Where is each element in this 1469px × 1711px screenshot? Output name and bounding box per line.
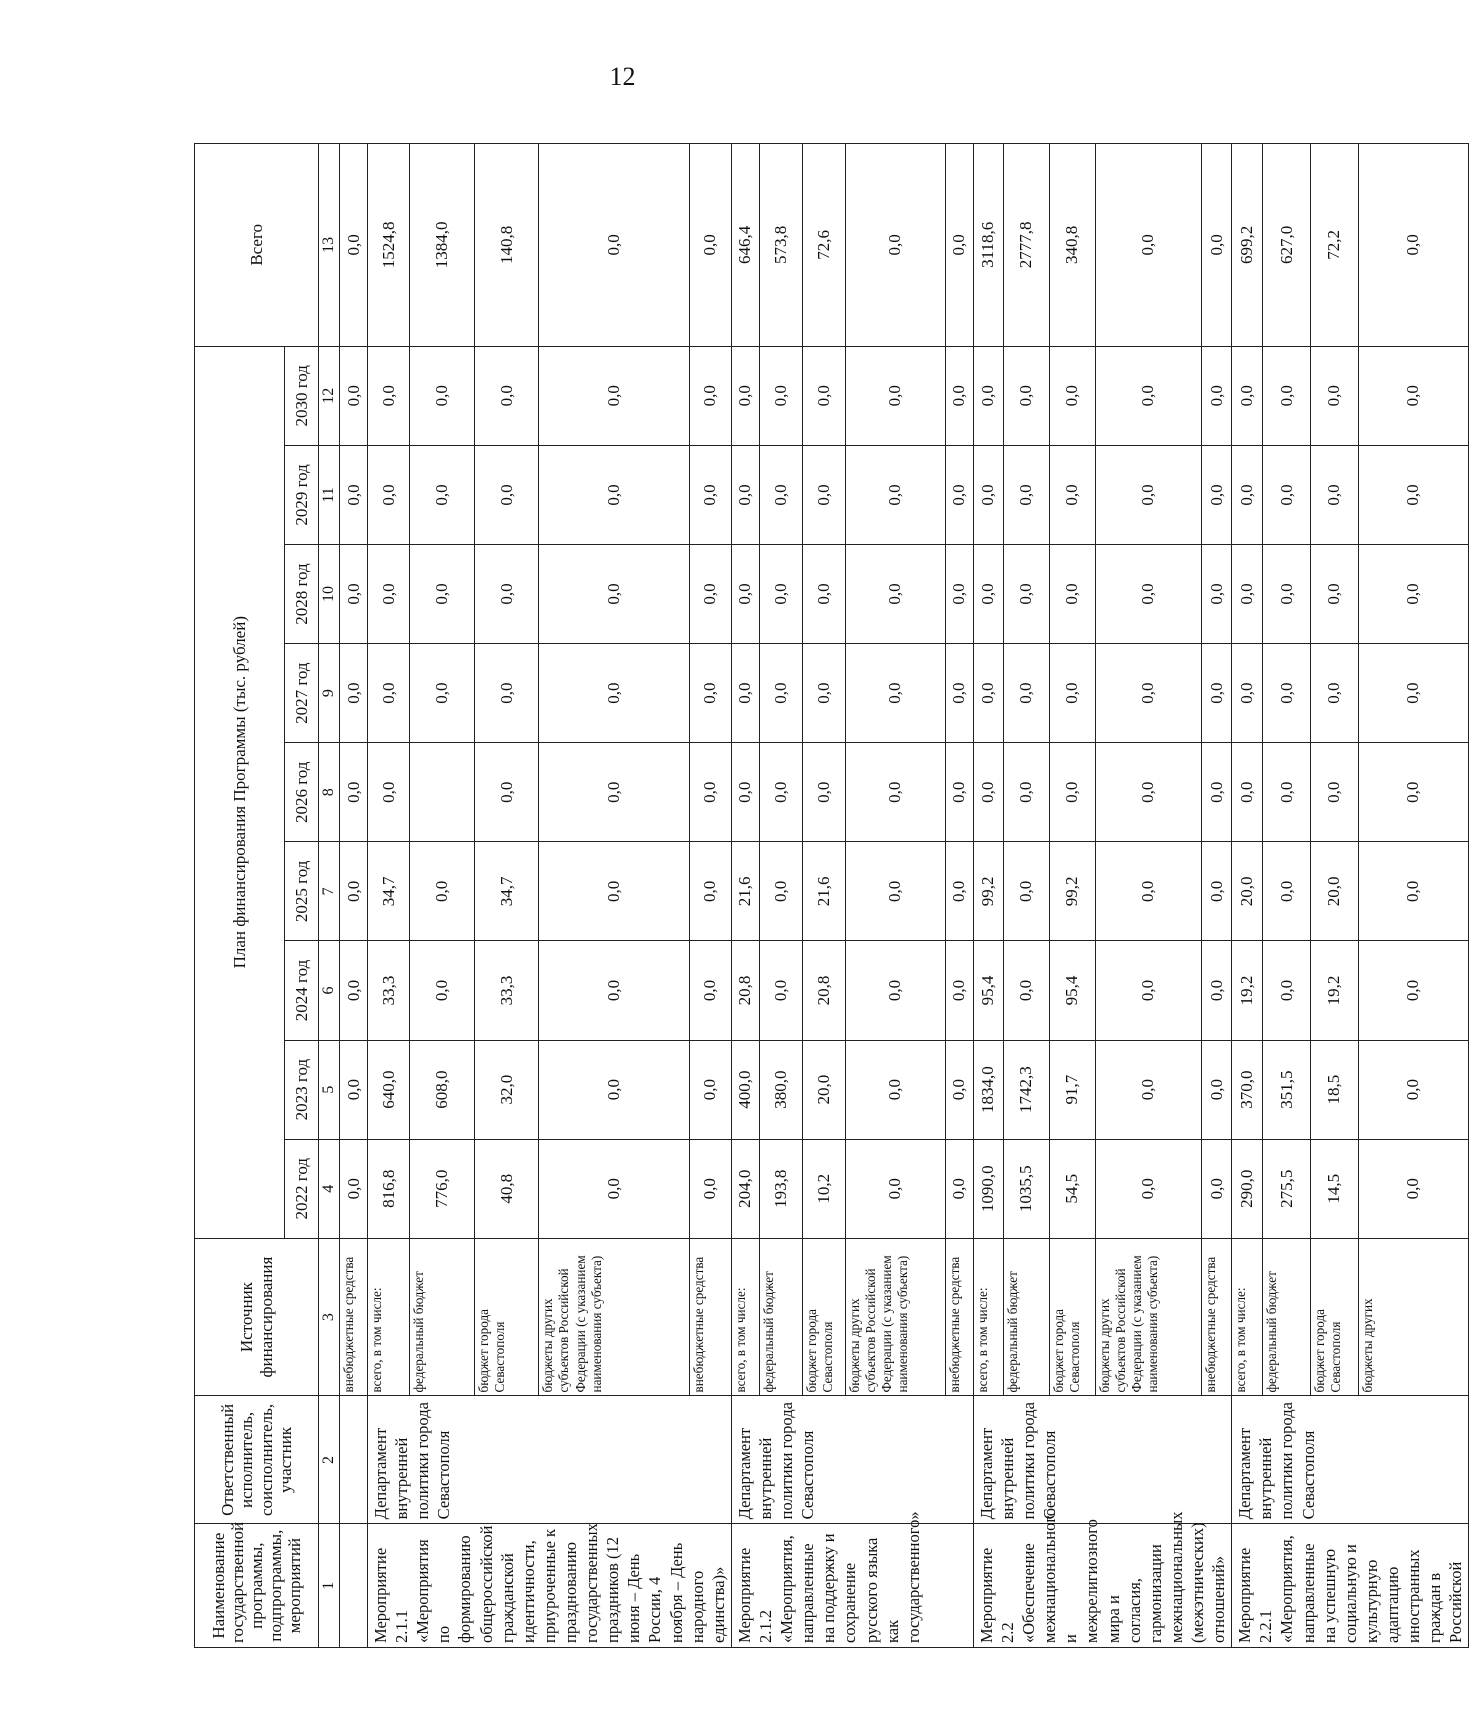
value-cell: 0,0 bbox=[1202, 144, 1232, 347]
value-cell: 0,0 bbox=[1202, 1139, 1232, 1238]
value-cell: 34,7 bbox=[474, 842, 539, 941]
value-cell: 0,0 bbox=[802, 346, 845, 445]
value-cell: 0,0 bbox=[1202, 346, 1232, 445]
column-number: 5 bbox=[319, 1040, 340, 1139]
value-cell: 99,2 bbox=[973, 842, 1003, 941]
value-cell: 99,2 bbox=[1049, 842, 1095, 941]
value-cell: 0,0 bbox=[1095, 544, 1202, 643]
value-cell: 0,0 bbox=[1232, 644, 1263, 743]
value-cell: 0,0 bbox=[945, 1139, 973, 1238]
value-cell: 0,0 bbox=[1003, 544, 1049, 643]
value-cell: 0,0 bbox=[1358, 1040, 1469, 1139]
value-cell: 0,0 bbox=[1095, 1139, 1202, 1238]
value-cell: 0,0 bbox=[1202, 644, 1232, 743]
value-cell: 1035,5 bbox=[1003, 1139, 1049, 1238]
value-cell: 340,8 bbox=[1049, 144, 1095, 347]
column-number: 12 bbox=[319, 346, 340, 445]
value-cell: 72,6 bbox=[802, 144, 845, 347]
value-cell: 0,0 bbox=[340, 346, 368, 445]
value-cell: 0,0 bbox=[539, 743, 689, 842]
value-cell: 0,0 bbox=[1358, 644, 1469, 743]
value-cell: 0,0 bbox=[802, 644, 845, 743]
value-cell: 0,0 bbox=[759, 346, 802, 445]
value-cell: 0,0 bbox=[539, 1139, 689, 1238]
value-cell: 0,0 bbox=[1202, 544, 1232, 643]
value-cell: 0,0 bbox=[945, 743, 973, 842]
measure-name: Мероприятие 2.1.1 «Мероприятия по формированию общероссийской гражданской идентичности, приуроченные к празднованию государственных праздников (12 июня – День России, 4 ноября – День народного единства)» bbox=[368, 1524, 732, 1648]
column-number: 1 bbox=[319, 1524, 340, 1648]
value-cell: 0,0 bbox=[340, 644, 368, 743]
value-cell: 18,5 bbox=[1310, 1040, 1358, 1139]
table-row bbox=[1232, 144, 1263, 1648]
value-cell: 0,0 bbox=[474, 445, 539, 544]
header-plan: План финансирования Программы (тыс. рублей) bbox=[195, 346, 285, 1238]
value-cell: 0,0 bbox=[689, 144, 731, 347]
responsible-executor: Департамент внутренней политики города Севастополя bbox=[1232, 1396, 1469, 1524]
header-name: Наименование государственной программы, подпрограммы, мероприятий bbox=[195, 1524, 319, 1648]
value-cell: 3118,6 bbox=[973, 144, 1003, 347]
source-cell: федеральный бюджет bbox=[759, 1238, 802, 1396]
header-year: 2022 год bbox=[285, 1139, 319, 1238]
value-cell: 0,0 bbox=[973, 743, 1003, 842]
value-cell: 640,0 bbox=[368, 1040, 410, 1139]
value-cell: 0,0 bbox=[1202, 941, 1232, 1040]
value-cell: 0,0 bbox=[845, 941, 945, 1040]
value-cell: 0,0 bbox=[1358, 941, 1469, 1040]
column-number: 10 bbox=[319, 544, 340, 643]
value-cell: 0,0 bbox=[539, 1040, 689, 1139]
value-cell: 0,0 bbox=[945, 842, 973, 941]
value-cell: 0,0 bbox=[1202, 842, 1232, 941]
value-cell: 0,0 bbox=[1003, 941, 1049, 1040]
source-cell: бюджет города Севастополя bbox=[1049, 1238, 1095, 1396]
value-cell: 0,0 bbox=[731, 544, 759, 643]
value-cell: 2777,8 bbox=[1003, 144, 1049, 347]
value-cell: 0,0 bbox=[689, 1139, 731, 1238]
source-cell: внебюджетные средства bbox=[1202, 1238, 1232, 1396]
value-cell: 0,0 bbox=[759, 842, 802, 941]
value-cell: 0,0 bbox=[945, 644, 973, 743]
source-cell: всего, в том числе: bbox=[368, 1238, 410, 1396]
value-cell: 0,0 bbox=[1232, 346, 1263, 445]
value-cell: 0,0 bbox=[731, 346, 759, 445]
value-cell: 0,0 bbox=[1358, 445, 1469, 544]
value-cell: 0,0 bbox=[1003, 346, 1049, 445]
value-cell: 0,0 bbox=[1095, 842, 1202, 941]
value-cell: 20,0 bbox=[1232, 842, 1263, 941]
table-body bbox=[319, 144, 1469, 1648]
value-cell: 0,0 bbox=[845, 445, 945, 544]
table-row bbox=[973, 144, 1003, 1648]
value-cell: 0,0 bbox=[845, 544, 945, 643]
empty-cell bbox=[340, 1524, 368, 1648]
value-cell: 20,0 bbox=[802, 1040, 845, 1139]
value-cell: 0,0 bbox=[1263, 445, 1311, 544]
value-cell: 0,0 bbox=[368, 644, 410, 743]
value-cell: 0,0 bbox=[1358, 1139, 1469, 1238]
value-cell: 0,0 bbox=[539, 644, 689, 743]
value-cell: 72,2 bbox=[1310, 144, 1358, 347]
value-cell: 20,8 bbox=[802, 941, 845, 1040]
value-cell: 0,0 bbox=[845, 743, 945, 842]
value-cell: 21,6 bbox=[802, 842, 845, 941]
value-cell: 95,4 bbox=[973, 941, 1003, 1040]
value-cell: 0,0 bbox=[945, 941, 973, 1040]
value-cell: 0,0 bbox=[973, 644, 1003, 743]
value-cell: 0,0 bbox=[410, 842, 475, 941]
source-cell: всего, в том числе: bbox=[973, 1238, 1003, 1396]
header-year: 2028 год bbox=[285, 544, 319, 643]
header-year: 2026 год bbox=[285, 743, 319, 842]
value-cell: 0,0 bbox=[1263, 743, 1311, 842]
value-cell: 0,0 bbox=[1310, 743, 1358, 842]
value-cell: 204,0 bbox=[731, 1139, 759, 1238]
value-cell: 0,0 bbox=[1263, 544, 1311, 643]
value-cell: 0,0 bbox=[945, 1040, 973, 1139]
value-cell: 0,0 bbox=[340, 842, 368, 941]
value-cell: 0,0 bbox=[845, 346, 945, 445]
column-number-row bbox=[319, 144, 340, 1648]
value-cell: 0,0 bbox=[759, 644, 802, 743]
value-cell: 21,6 bbox=[731, 842, 759, 941]
value-cell: 0,0 bbox=[845, 644, 945, 743]
value-cell: 0,0 bbox=[845, 842, 945, 941]
source-cell: бюджеты других субъектов Российской Федерации (с указанием наименования субъекта) bbox=[1095, 1238, 1202, 1396]
value-cell: 0,0 bbox=[689, 445, 731, 544]
value-cell: 0,0 bbox=[539, 544, 689, 643]
value-cell: 193,8 bbox=[759, 1139, 802, 1238]
value-cell: 0,0 bbox=[410, 445, 475, 544]
value-cell: 1524,8 bbox=[368, 144, 410, 347]
value-cell: 0,0 bbox=[1263, 644, 1311, 743]
measure-name: Мероприятие 2.2.1 «Мероприятия, направленные на успешную социальную и культурную адаптацию иностранных граждан в Российской bbox=[1232, 1524, 1469, 1648]
value-cell: 0,0 bbox=[945, 346, 973, 445]
value-cell: 0,0 bbox=[1049, 544, 1095, 643]
source-cell: бюджеты других субъектов Российской Федерации (с указанием наименования субъекта) bbox=[539, 1238, 689, 1396]
value-cell: 0,0 bbox=[340, 1139, 368, 1238]
value-cell: 33,3 bbox=[474, 941, 539, 1040]
value-cell bbox=[410, 743, 475, 842]
value-cell: 0,0 bbox=[802, 445, 845, 544]
value-cell: 1090,0 bbox=[973, 1139, 1003, 1238]
column-number: 8 bbox=[319, 743, 340, 842]
value-cell: 0,0 bbox=[474, 743, 539, 842]
value-cell: 0,0 bbox=[1358, 144, 1469, 347]
header-year: 2030 год bbox=[285, 346, 319, 445]
table-row bbox=[368, 144, 410, 1648]
value-cell: 0,0 bbox=[1310, 346, 1358, 445]
value-cell: 0,0 bbox=[1095, 445, 1202, 544]
value-cell: 0,0 bbox=[340, 144, 368, 347]
source-cell: внебюджетные средства bbox=[689, 1238, 731, 1396]
value-cell: 0,0 bbox=[845, 1040, 945, 1139]
column-number: 13 bbox=[319, 144, 340, 347]
value-cell: 0,0 bbox=[340, 743, 368, 842]
value-cell: 0,0 bbox=[1049, 346, 1095, 445]
value-cell: 0,0 bbox=[474, 544, 539, 643]
value-cell: 0,0 bbox=[1095, 1040, 1202, 1139]
value-cell: 0,0 bbox=[539, 842, 689, 941]
value-cell: 0,0 bbox=[731, 644, 759, 743]
value-cell: 0,0 bbox=[1095, 941, 1202, 1040]
responsible-executor: Департамент внутренней политики города Севастополя bbox=[731, 1396, 973, 1524]
value-cell: 0,0 bbox=[845, 144, 945, 347]
value-cell: 0,0 bbox=[340, 941, 368, 1040]
value-cell: 0,0 bbox=[689, 346, 731, 445]
value-cell: 400,0 bbox=[731, 1040, 759, 1139]
value-cell: 0,0 bbox=[1310, 544, 1358, 643]
source-cell: бюджет города Севастополя bbox=[1310, 1238, 1358, 1396]
value-cell: 40,8 bbox=[474, 1139, 539, 1238]
value-cell: 20,8 bbox=[731, 941, 759, 1040]
header-year: 2027 год bbox=[285, 644, 319, 743]
value-cell: 0,0 bbox=[845, 1139, 945, 1238]
value-cell: 0,0 bbox=[1263, 941, 1311, 1040]
value-cell: 0,0 bbox=[689, 644, 731, 743]
value-cell: 646,4 bbox=[731, 144, 759, 347]
value-cell: 351,5 bbox=[1263, 1040, 1311, 1139]
value-cell: 0,0 bbox=[368, 445, 410, 544]
value-cell: 1742,3 bbox=[1003, 1040, 1049, 1139]
rotated-table-wrapper bbox=[194, 143, 1466, 1648]
value-cell: 91,7 bbox=[1049, 1040, 1095, 1139]
value-cell: 0,0 bbox=[731, 743, 759, 842]
source-cell: федеральный бюджет bbox=[1003, 1238, 1049, 1396]
value-cell: 0,0 bbox=[689, 544, 731, 643]
page-number: 12 bbox=[609, 62, 636, 91]
value-cell: 0,0 bbox=[689, 842, 731, 941]
value-cell: 33,3 bbox=[368, 941, 410, 1040]
column-number: 9 bbox=[319, 644, 340, 743]
value-cell: 816,8 bbox=[368, 1139, 410, 1238]
value-cell: 0,0 bbox=[1095, 144, 1202, 347]
value-cell: 0,0 bbox=[1202, 743, 1232, 842]
value-cell: 0,0 bbox=[1095, 743, 1202, 842]
header-source: Источник финансирования bbox=[195, 1238, 319, 1396]
source-cell: бюджеты других субъектов Российской Федерации (с указанием наименования субъекта) bbox=[845, 1238, 945, 1396]
header-responsible: Ответственный исполнитель, соисполнитель, участник bbox=[195, 1396, 319, 1524]
value-cell: 0,0 bbox=[1003, 842, 1049, 941]
value-cell: 0,0 bbox=[759, 445, 802, 544]
value-cell: 0,0 bbox=[973, 445, 1003, 544]
value-cell: 608,0 bbox=[410, 1040, 475, 1139]
header-total: Всего bbox=[195, 144, 319, 347]
value-cell: 0,0 bbox=[973, 346, 1003, 445]
empty-cell bbox=[340, 1396, 368, 1524]
value-cell: 0,0 bbox=[340, 1040, 368, 1139]
value-cell: 0,0 bbox=[689, 1040, 731, 1139]
value-cell: 0,0 bbox=[1358, 842, 1469, 941]
value-cell: 0,0 bbox=[474, 644, 539, 743]
value-cell: 0,0 bbox=[368, 743, 410, 842]
measure-name: Мероприятие 2.1.2 «Мероприятия, направленные на поддержку и сохранение русского языка как государственного» bbox=[731, 1524, 973, 1648]
value-cell: 0,0 bbox=[802, 743, 845, 842]
value-cell: 0,0 bbox=[368, 346, 410, 445]
value-cell: 0,0 bbox=[1232, 445, 1263, 544]
column-number: 2 bbox=[319, 1396, 340, 1524]
value-cell: 0,0 bbox=[1049, 445, 1095, 544]
value-cell: 0,0 bbox=[945, 144, 973, 347]
header-year: 2029 год bbox=[285, 445, 319, 544]
value-cell: 0,0 bbox=[474, 346, 539, 445]
value-cell: 0,0 bbox=[802, 544, 845, 643]
value-cell: 0,0 bbox=[539, 144, 689, 347]
responsible-executor: Департамент внутренней политики города Севастополя bbox=[973, 1396, 1231, 1524]
source-cell: бюджеты других bbox=[1358, 1238, 1469, 1396]
value-cell: 699,2 bbox=[1232, 144, 1263, 347]
value-cell: 32,0 bbox=[474, 1040, 539, 1139]
value-cell: 19,2 bbox=[1232, 941, 1263, 1040]
value-cell: 0,0 bbox=[1310, 644, 1358, 743]
value-cell: 0,0 bbox=[731, 445, 759, 544]
column-number: 3 bbox=[319, 1238, 340, 1396]
value-cell: 380,0 bbox=[759, 1040, 802, 1139]
value-cell: 0,0 bbox=[1358, 346, 1469, 445]
responsible-executor: Департамент внутренней политики города Севастополя bbox=[368, 1396, 732, 1524]
source-cell: всего, в том числе: bbox=[731, 1238, 759, 1396]
source-cell: внебюджетные средства bbox=[945, 1238, 973, 1396]
source-cell: внебюджетные средства bbox=[340, 1238, 368, 1396]
value-cell: 290,0 bbox=[1232, 1139, 1263, 1238]
value-cell: 0,0 bbox=[368, 544, 410, 643]
value-cell: 140,8 bbox=[474, 144, 539, 347]
value-cell: 0,0 bbox=[1263, 842, 1311, 941]
value-cell: 34,7 bbox=[368, 842, 410, 941]
header-year: 2024 год bbox=[285, 941, 319, 1040]
financing-table bbox=[194, 143, 1469, 1648]
value-cell: 0,0 bbox=[973, 544, 1003, 643]
value-cell: 0,0 bbox=[1003, 743, 1049, 842]
value-cell: 20,0 bbox=[1310, 842, 1358, 941]
table-row bbox=[731, 144, 759, 1648]
value-cell: 573,8 bbox=[759, 144, 802, 347]
column-number: 6 bbox=[319, 941, 340, 1040]
header-year: 2025 год bbox=[285, 842, 319, 941]
value-cell: 0,0 bbox=[759, 544, 802, 643]
value-cell: 0,0 bbox=[759, 941, 802, 1040]
value-cell: 0,0 bbox=[1232, 743, 1263, 842]
value-cell: 0,0 bbox=[1358, 743, 1469, 842]
value-cell: 0,0 bbox=[1232, 544, 1263, 643]
value-cell: 19,2 bbox=[1310, 941, 1358, 1040]
measure-name: Мероприятие 2.2 «Обеспечение межнационального и межрелигиозного мира и согласия, гармонизации межнациональных (межэтнических) отношений» bbox=[973, 1524, 1231, 1648]
table-row bbox=[340, 144, 368, 1648]
value-cell: 0,0 bbox=[410, 644, 475, 743]
value-cell: 0,0 bbox=[1358, 544, 1469, 643]
value-cell: 0,0 bbox=[1049, 743, 1095, 842]
source-cell: бюджет города Севастополя bbox=[474, 1238, 539, 1396]
value-cell: 0,0 bbox=[1095, 644, 1202, 743]
value-cell: 0,0 bbox=[759, 743, 802, 842]
value-cell: 0,0 bbox=[1310, 445, 1358, 544]
value-cell: 0,0 bbox=[410, 941, 475, 1040]
column-number: 11 bbox=[319, 445, 340, 544]
value-cell: 10,2 bbox=[802, 1139, 845, 1238]
value-cell: 0,0 bbox=[1202, 1040, 1232, 1139]
source-cell: всего, в том числе: bbox=[1232, 1238, 1263, 1396]
value-cell: 1834,0 bbox=[973, 1040, 1003, 1139]
value-cell: 0,0 bbox=[539, 346, 689, 445]
column-number: 4 bbox=[319, 1139, 340, 1238]
value-cell: 0,0 bbox=[539, 941, 689, 1040]
value-cell: 370,0 bbox=[1232, 1040, 1263, 1139]
value-cell: 0,0 bbox=[1263, 346, 1311, 445]
value-cell: 0,0 bbox=[1049, 644, 1095, 743]
value-cell: 0,0 bbox=[1003, 445, 1049, 544]
value-cell: 95,4 bbox=[1049, 941, 1095, 1040]
value-cell: 0,0 bbox=[539, 445, 689, 544]
value-cell: 54,5 bbox=[1049, 1139, 1095, 1238]
value-cell: 1384,0 bbox=[410, 144, 475, 347]
column-number: 7 bbox=[319, 842, 340, 941]
value-cell: 0,0 bbox=[1003, 644, 1049, 743]
source-cell: бюджет города Севастополя bbox=[802, 1238, 845, 1396]
value-cell: 0,0 bbox=[410, 346, 475, 445]
value-cell: 0,0 bbox=[340, 445, 368, 544]
value-cell: 0,0 bbox=[340, 544, 368, 643]
source-cell: федеральный бюджет bbox=[1263, 1238, 1311, 1396]
value-cell: 0,0 bbox=[410, 544, 475, 643]
value-cell: 0,0 bbox=[945, 544, 973, 643]
value-cell: 776,0 bbox=[410, 1139, 475, 1238]
source-cell: федеральный бюджет bbox=[410, 1238, 475, 1396]
value-cell: 14,5 bbox=[1310, 1139, 1358, 1238]
header-year: 2023 год bbox=[285, 1040, 319, 1139]
value-cell: 0,0 bbox=[945, 445, 973, 544]
value-cell: 0,0 bbox=[1095, 346, 1202, 445]
value-cell: 0,0 bbox=[1202, 445, 1232, 544]
value-cell: 0,0 bbox=[689, 941, 731, 1040]
value-cell: 275,5 bbox=[1263, 1139, 1311, 1238]
value-cell: 0,0 bbox=[689, 743, 731, 842]
value-cell: 627,0 bbox=[1263, 144, 1311, 347]
